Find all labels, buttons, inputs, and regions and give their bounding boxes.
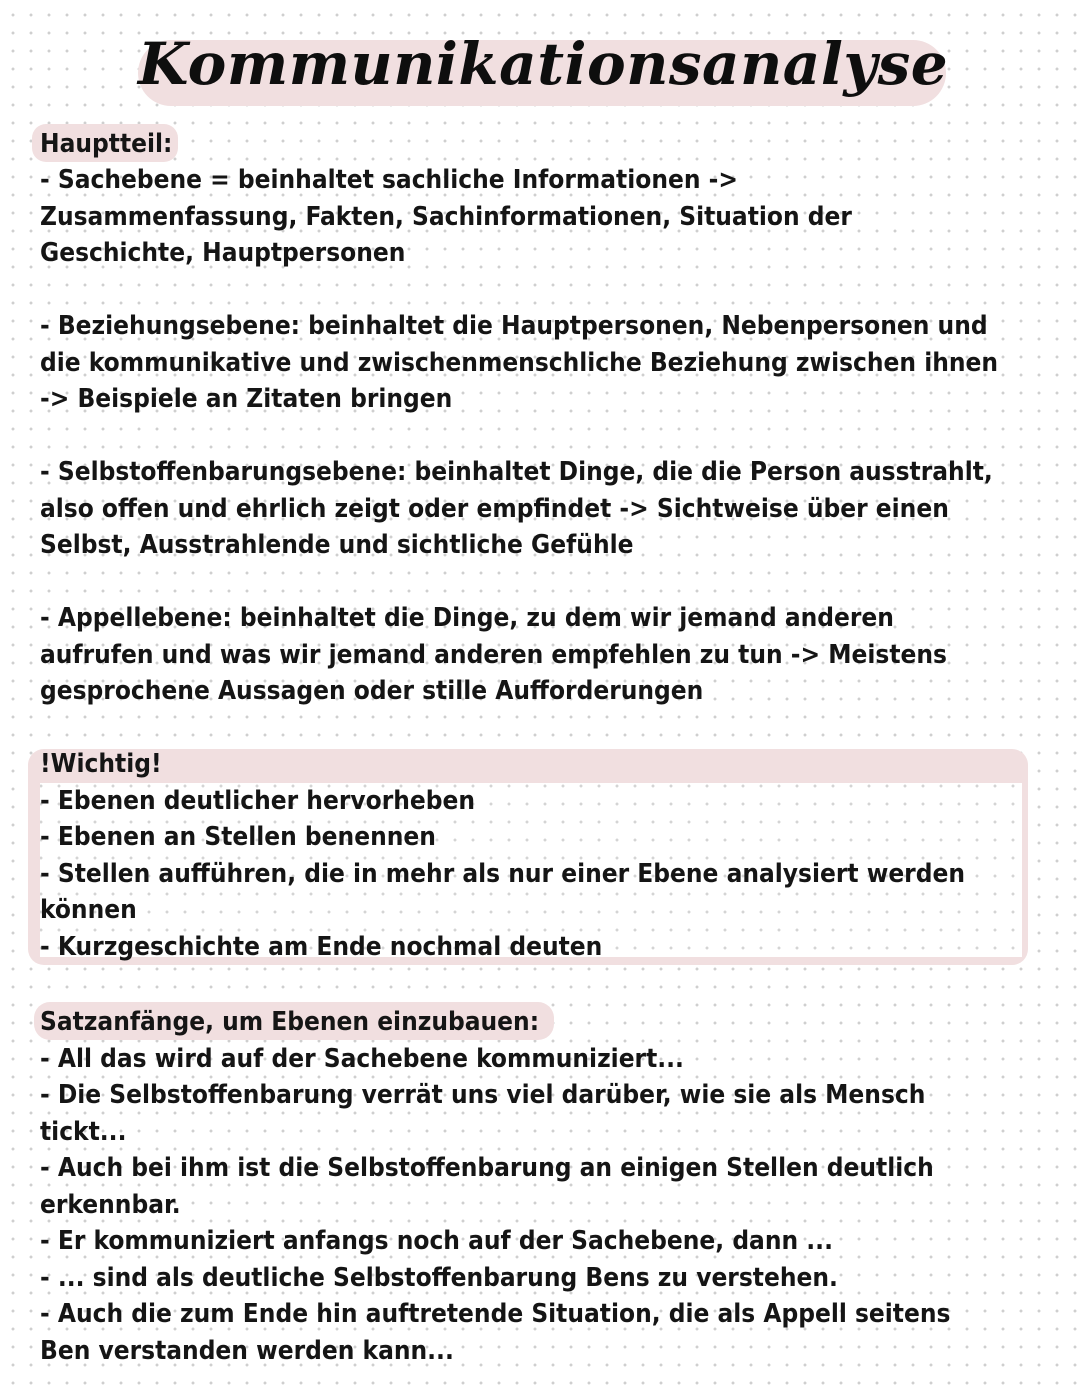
appellebene-line: gesprochene Aussagen oder stille Aufforderungen <box>40 676 704 706</box>
sachebene-line: Geschichte, Hauptpersonen <box>40 238 406 268</box>
appellebene-line: - Appellebene: beinhaltet die Dinge, zu dem wir jemand anderen <box>40 603 894 633</box>
selbstoffenbarungsebene-line: also offen und ehrlich zeigt oder empfindet -> Sichtweise über einen <box>40 493 949 524</box>
satzanfaenge-line: tickt... <box>40 1116 127 1147</box>
satzanfaenge-line: - Auch bei ihm ist die Selbstoffenbarung an einigen Stellen deutlich <box>40 1153 934 1183</box>
appellebene-block <box>40 600 947 710</box>
selbstoffenbarungsebene-line: Selbst, Ausstrahlende und sichtliche Gefühle <box>40 530 634 560</box>
wichtig-heading: !Wichtig! <box>40 749 162 779</box>
wichtig-line: - Kurzgeschichte am Ende nochmal deuten <box>40 931 603 962</box>
selbstoffenbarungsebene-line: - Selbstoffenbarungsebene: beinhaltet Dinge, die die Person ausstrahlt, <box>40 457 993 487</box>
page-title: Kommunikationsanalyse <box>138 30 949 98</box>
wichtig-block <box>40 746 965 965</box>
sachebene-block <box>40 162 852 272</box>
wichtig-line: - Ebenen an Stellen benennen <box>40 822 436 852</box>
satzanfaenge-line: Ben verstanden werden kann... <box>40 1335 454 1366</box>
satzanfaenge-line: - Die Selbstoffenbarung verrät uns viel darüber, wie sie als Mensch <box>40 1080 926 1110</box>
satzanfaenge-block <box>40 1004 950 1369</box>
sachebene-line: - Sachebene = beinhaltet sachliche Informationen -> <box>40 165 738 195</box>
satzanfaenge-line: - ... sind als deutliche Selbstoffenbarung Bens zu verstehen. <box>40 1262 838 1293</box>
beziehungsebene-line: -> Beispiele an Zitaten bringen <box>40 384 453 414</box>
beziehungsebene-line: - Beziehungsebene: beinhaltet die Hauptpersonen, Nebenpersonen und <box>40 311 988 341</box>
beziehungsebene-line: die kommunikative und zwischenmenschliche Beziehung zwischen ihnen <box>40 347 999 378</box>
satzanfaenge-line: - All das wird auf der Sachebene kommuniziert... <box>40 1043 684 1074</box>
title-container <box>138 18 949 110</box>
wichtig-line: - Stellen aufführen, die in mehr als nur einer Ebene analysiert werden <box>40 858 965 889</box>
sachebene-line: Zusammenfassung, Fakten, Sachinformationen, Situation der <box>40 201 852 232</box>
appellebene-line: aufrufen und was wir jemand anderen empfehlen zu tun -> Meistens <box>40 639 947 670</box>
satzanfaenge-heading: Satzanfänge, um Ebenen einzubauen: <box>40 1007 540 1037</box>
satzanfaenge-line: - Er kommuniziert anfangs noch auf der Sachebene, dann ... <box>40 1226 833 1256</box>
satzanfaenge-line: erkennbar. <box>40 1189 181 1220</box>
beziehungsebene-block <box>40 308 998 418</box>
wichtig-line: - Ebenen deutlicher hervorheben <box>40 785 476 816</box>
selbstoffenbarungsebene-block <box>40 454 993 564</box>
wichtig-line: können <box>40 895 137 925</box>
hauptteil-heading: Hauptteil: <box>40 129 173 159</box>
satzanfaenge-line: - Auch die zum Ende hin auftretende Situation, die als Appell seitens <box>40 1299 951 1329</box>
